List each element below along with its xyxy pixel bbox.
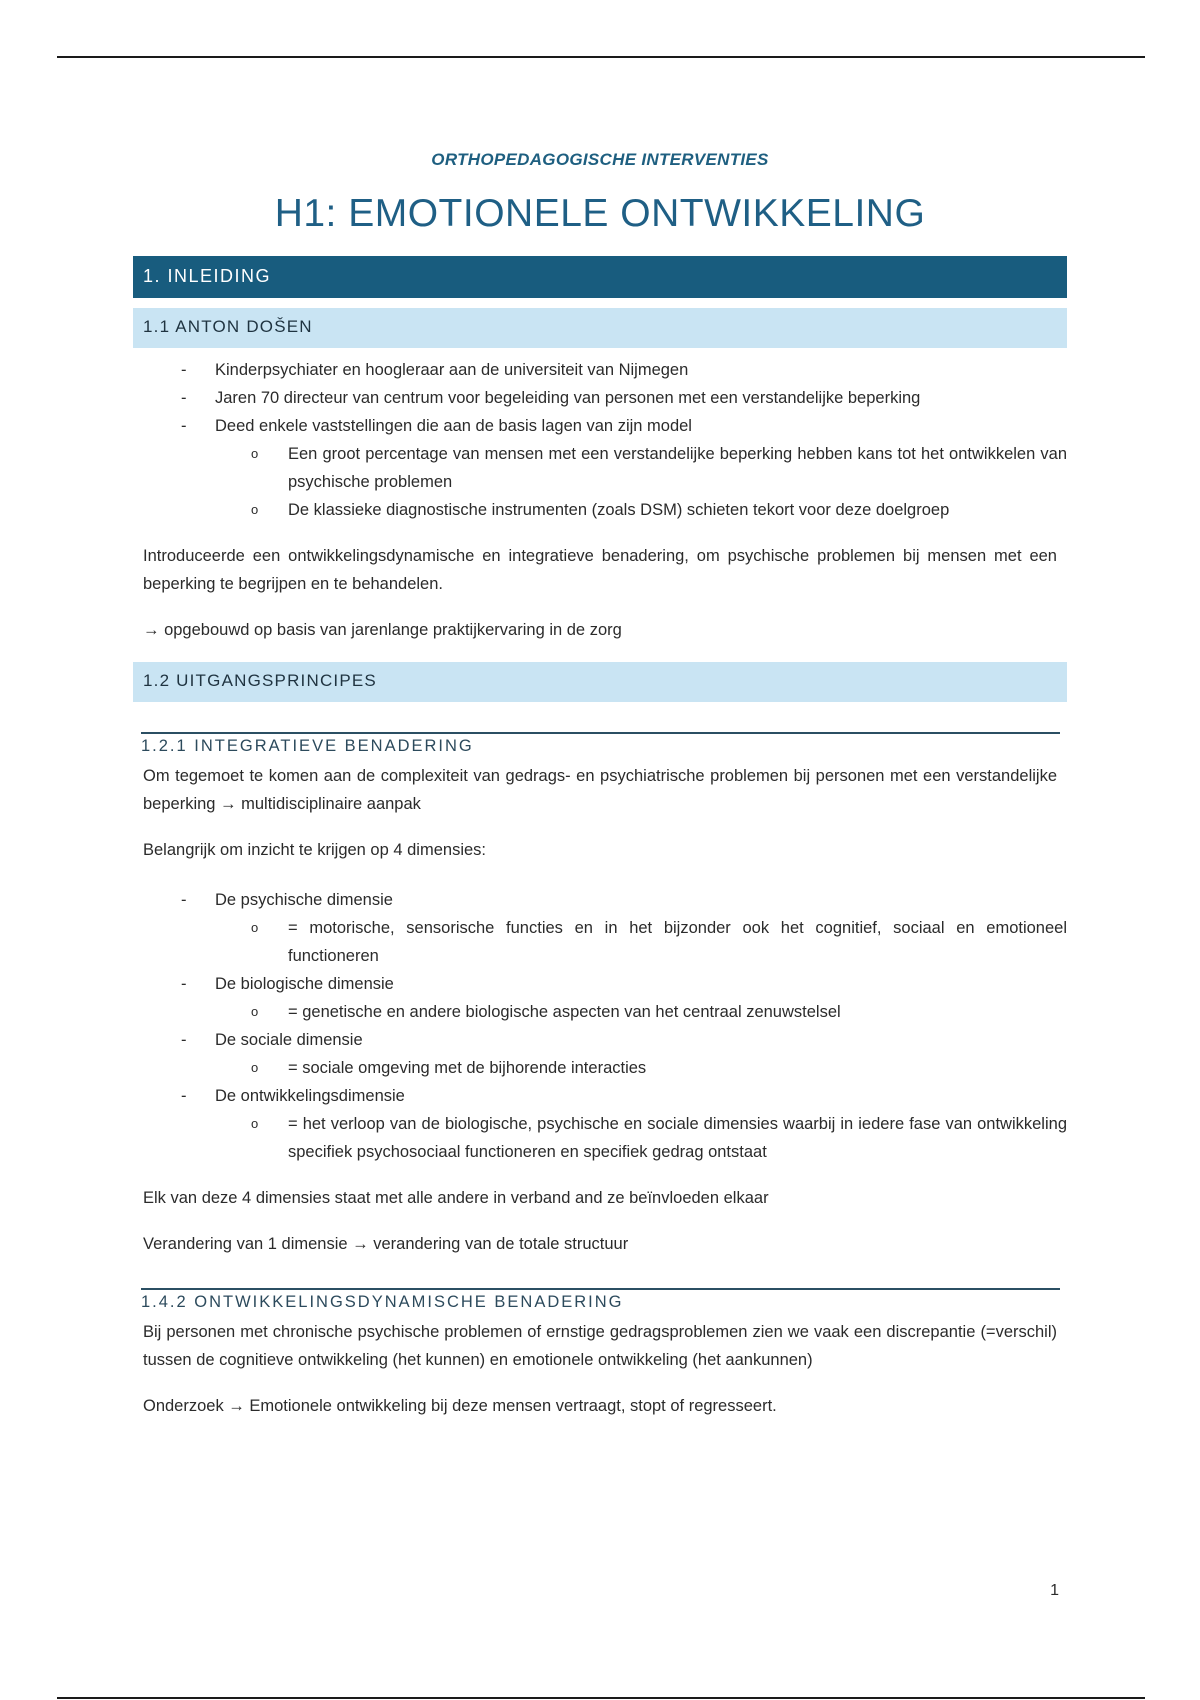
heading-integratieve-benadering: 1.2.1 INTEGRATIEVE BENADERING [141,732,1060,756]
list-item [143,412,1067,524]
dimension-name: De sociale dimensie [215,1031,363,1049]
dimension-desc: o = sociale omgeving met de bijhorende interacties [215,1054,1067,1082]
bottom-rule [57,1697,1145,1699]
list-item [143,970,1067,1026]
dimension-name: De ontwikkelingsdimensie [215,1087,405,1105]
list-item: o De klassieke diagnostische instrumenten (zoals DSM) schieten tekort voor deze doelgroep [215,496,1067,524]
paragraph: Introduceerde een ontwikkelingsdynamische en integratieve benadering, om psychische problemen bij mensen met een beperking te begrijpen en te behandelen. [143,547,1057,593]
list-item: - Jaren 70 directeur van centrum voor begeleiding van personen met een verstandelijke beperking [143,384,1067,412]
dimensions-list [143,886,1067,1166]
document-page [133,150,1067,1420]
paragraph: Om tegemoet te komen aan de complexiteit van gedrags- en psychiatrische problemen bij personen met een verstandelijke beperking → multidisciplinaire aanpak [143,767,1057,813]
dimension-desc: o = het verloop van de biologische, psychische en sociale dimensies waarbij in iedere fase van ontwikkeling specifiek psychosociaal functioneren en specifiek gedrag ontstaat [215,1110,1067,1166]
dosen-bullet-list [143,356,1067,524]
list-item: - Kinderpsychiater en hoogleraar aan de universiteit van Nijmegen [143,356,1067,384]
dimension-sub-list [215,1110,1067,1166]
top-rule [57,56,1145,58]
heading-ontwikkelingsdynamische-benadering: 1.4.2 ONTWIKKELINGSDYNAMISCHE BENADERING [141,1288,1060,1312]
list-item: o Een groot percentage van mensen met een verstandelijke beperking hebben kans tot het ontwikkelen van psychische problemen [215,440,1067,496]
list-item [143,1082,1067,1166]
document-subtitle: ORTHOPEDAGOGISCHE INTERVENTIES [431,150,769,169]
paragraph: → opgebouwd op basis van jarenlange praktijkervaring in de zorg [143,621,622,639]
heading-uitgangsprincipes: 1.2 UITGANGSPRINCIPES [133,662,1067,702]
list-item-text: Deed enkele vaststellingen die aan de basis lagen van zijn model [215,417,692,435]
page-number: 1 [1050,1582,1059,1599]
dimension-name: De psychische dimensie [215,891,393,909]
dimension-name: De biologische dimensie [215,975,394,993]
paragraph: Elk van deze 4 dimensies staat met alle andere in verband and ze beïnvloeden elkaar [143,1189,769,1207]
document-title: H1: EMOTIONELE ONTWIKKELING [274,192,926,235]
dimension-sub-list [215,1054,1067,1082]
paragraph: Belangrijk om inzicht te krijgen op 4 dimensies: [143,841,486,859]
dimension-desc: o = motorische, sensorische functies en in het bijzonder ook het cognitief, sociaal en emotioneel functioneren [215,914,1067,970]
dimension-sub-list [215,914,1067,970]
dosen-sub-list [215,440,1067,524]
dimension-desc: o = genetische en andere biologische aspecten van het centraal zenuwstelsel [215,998,1067,1026]
list-item [143,886,1067,970]
list-item [143,1026,1067,1082]
heading-anton-dosen: 1.1 ANTON DOŠEN [133,308,1067,348]
paragraph: Onderzoek → Emotionele ontwikkeling bij deze mensen vertraagt, stopt of regresseert. [143,1397,777,1415]
dimension-sub-list [215,998,1067,1026]
heading-inleiding: 1. INLEIDING [133,256,1067,298]
paragraph: Verandering van 1 dimensie → verandering van de totale structuur [143,1235,629,1253]
paragraph: Bij personen met chronische psychische problemen of ernstige gedragsproblemen zien we vaak een discrepantie (=verschil) tussen de cognitieve ontwikkeling (het kunnen) en emotionele ontwikkeling (het aankunnen) [143,1323,1057,1369]
